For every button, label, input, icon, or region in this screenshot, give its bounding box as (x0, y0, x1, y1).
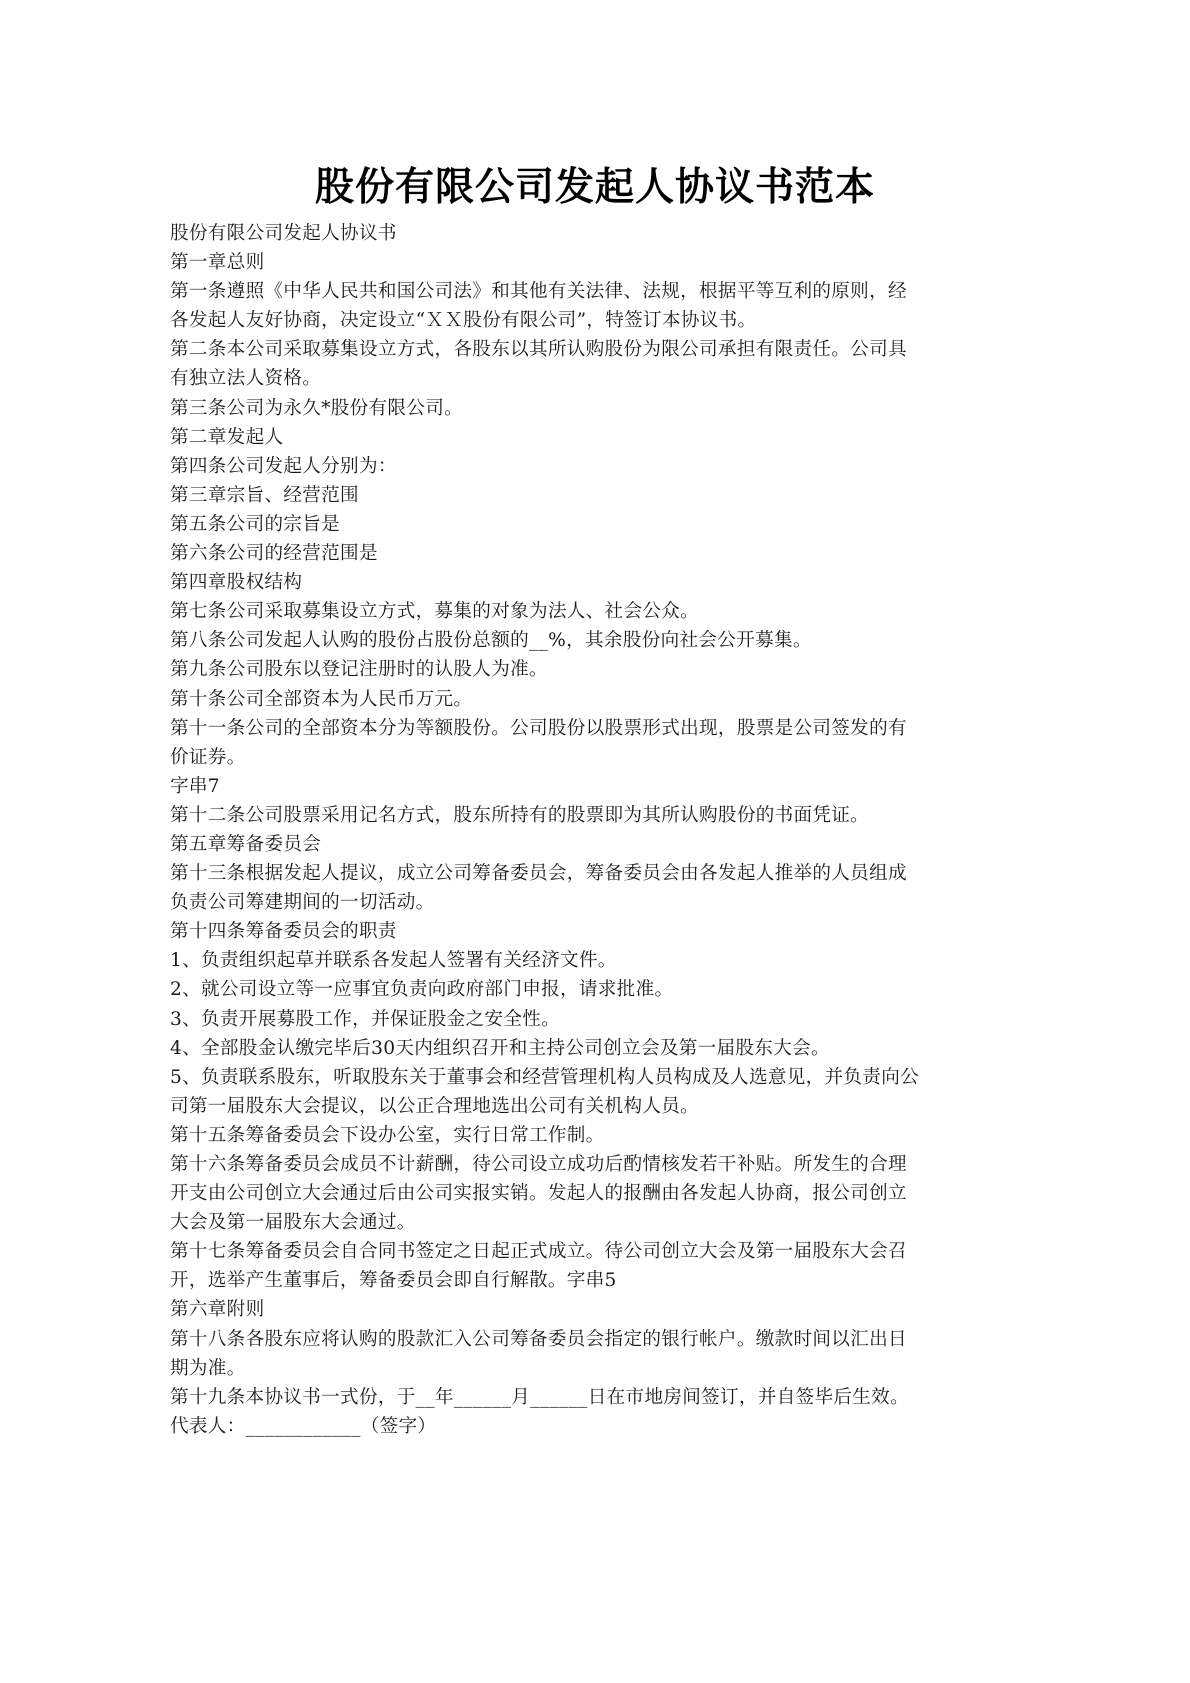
duty-item-3: 3、负责开展募股工作，并保证股金之安全性。 (170, 1008, 561, 1030)
article-1-line-1: 第一条遵照《中华人民共和国公司法》和其他有关法律、法规，根据平等互利的原则，经 (170, 281, 907, 303)
article-11-line-2: 价证券。 (170, 746, 246, 768)
document-subtitle: 股份有限公司发起人协议书 (170, 223, 397, 244)
article-18-line-1: 第十八条各股东应将认购的股款汇入公司筹备委员会指定的银行帐户。缴款时间以汇出日 (170, 1328, 907, 1350)
duty-item-1: 1、负责组织起草并联系各发起人签署有关经济文件。 (170, 950, 617, 972)
article-18-line-2: 期为准。 (170, 1357, 246, 1379)
chapter-6-heading: 第六章附则 (170, 1299, 265, 1321)
duty-item-5-line-1: 5、负责联系股东，听取股东关于董事会和经营管理机构人员构成及人选意见，并负责向公 (170, 1066, 919, 1088)
duty-item-5-line-2: 司第一届股东大会提议，以公正合理地选出公司有关机构人员。 (170, 1095, 700, 1117)
document-body (170, 219, 1030, 1441)
chapter-2-heading: 第二章发起人 (170, 426, 284, 448)
article-2-line-1: 第二条本公司采取募集设立方式，各股东以其所认购股份为限公司承担有限责任。公司具 (170, 339, 907, 361)
article-16-line-1: 第十六条筹备委员会成员不计薪酬，待公司设立成功后酌情核发若干补贴。所发生的合理 (170, 1154, 907, 1175)
article-17-line-2: 开，选举产生董事后，筹备委员会即自行解散。字串5 (170, 1270, 617, 1292)
article-10: 第十条公司全部资本为人民币万元。 (170, 688, 473, 710)
article-8: 第八条公司发起人认购的股份占股份总额的__%，其余股份向社会公开募集。 (170, 630, 812, 652)
article-16-line-2: 开支由公司创立大会通过后由公司实报实销。发起人的报酬由各发起人协商，报公司创立 (170, 1183, 907, 1205)
article-13-line-2: 负责公司筹建期间的一切活动。 (170, 892, 435, 914)
chapter-5-heading: 第五章筹备委员会 (170, 833, 322, 855)
chapter-4-heading: 第四章股权结构 (170, 572, 303, 594)
signature-line: 代表人：____________（签字） (170, 1415, 437, 1437)
article-19: 第十九条本协议书一式份，于__年______月______日在市地房间签订，并自签毕后生效。 (170, 1386, 909, 1408)
chapter-3-heading: 第三章宗旨、经营范围 (170, 484, 359, 506)
string-note-7: 字串7 (170, 775, 220, 797)
article-6: 第六条公司的经营范围是 (170, 543, 378, 565)
chapter-1-heading: 第一章总则 (170, 252, 265, 274)
article-11-line-1: 第十一条公司的全部资本分为等额股份。公司股份以股票形式出现，股票是公司签发的有 (170, 717, 907, 739)
article-17-line-1: 第十七条筹备委员会自合同书签定之日起正式成立。待公司创立大会及第一届股东大会召 (170, 1241, 907, 1263)
article-14: 第十四条筹备委员会的职责 (170, 921, 397, 943)
article-4: 第四条公司发起人分别为： (170, 455, 397, 477)
duty-item-4: 4、全部股金认缴完毕后30天内组织召开和主持公司创立会及第一届股东大会。 (170, 1037, 830, 1059)
article-16-line-3: 大会及第一届股东大会通过。 (170, 1212, 416, 1234)
document-title: 股份有限公司发起人协议书范本 (314, 165, 875, 210)
article-1-line-2: 各发起人友好协商，决定设立“ＸＸ股份有限公司”，特签订本协议书。 (170, 310, 757, 332)
article-7: 第七条公司采取募集设立方式，募集的对象为法人、社会公众。 (170, 601, 700, 623)
article-13-line-1: 第十三条根据发起人提议，成立公司筹备委员会，筹备委员会由各发起人推举的人员组成 (170, 863, 907, 885)
duty-item-2: 2、就公司设立等一应事宜负责向政府部门申报，请求批准。 (170, 979, 674, 1001)
article-5: 第五条公司的宗旨是 (170, 513, 341, 535)
article-15: 第十五条筹备委员会下设办公室，实行日常工作制。 (170, 1124, 605, 1146)
article-2-line-2: 有独立法人资格。 (170, 368, 322, 390)
article-3: 第三条公司为永久*股份有限公司。 (170, 397, 464, 419)
article-9: 第九条公司股东以登记注册时的认股人为准。 (170, 659, 548, 681)
article-12: 第十二条公司股票采用记名方式，股东所持有的股票即为其所认购股份的书面凭证。 (170, 804, 870, 826)
